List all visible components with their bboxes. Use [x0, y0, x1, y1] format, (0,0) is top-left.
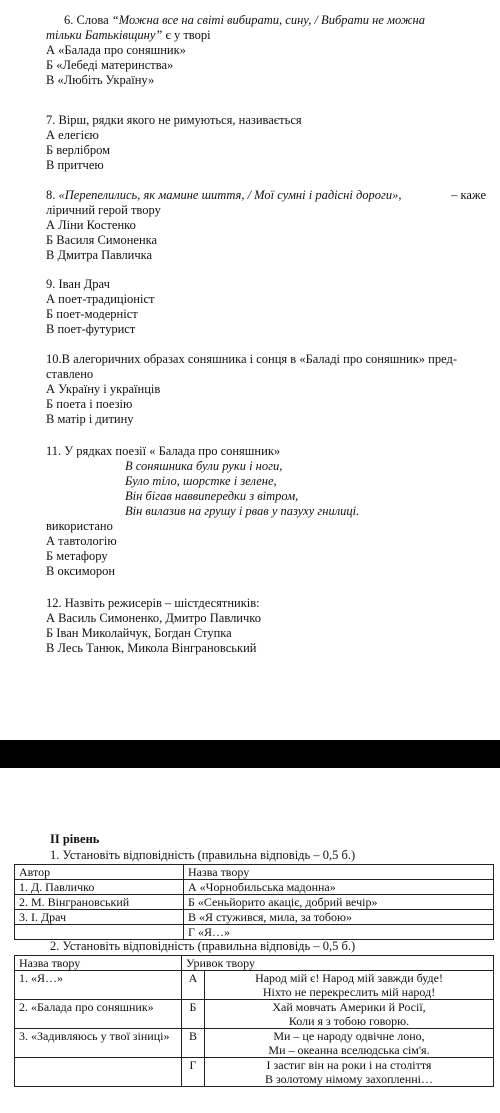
task-2-title: 2. Установіть відповідність (правильна відповідь – 0,5 б.): [50, 939, 356, 953]
question-8-option-c: В Дмитра Павличка: [46, 248, 153, 262]
question-8-quote: «Перепелились, як мамине шиття, / Мої сумні і радісні дороги»,: [58, 188, 402, 202]
table-cell: 2. «Балада про соняшник»: [15, 1000, 182, 1029]
question-11: [46, 444, 486, 579]
question-11-option-b: Б метафору: [46, 549, 108, 563]
question-6: [46, 13, 486, 88]
table-row: [15, 925, 494, 940]
question-6-stem-line2: [46, 28, 486, 43]
table-row: [15, 910, 494, 925]
question-8-tail: – каже: [451, 188, 486, 202]
table-row: [15, 1029, 494, 1058]
question-12-option-a: А Василь Симоненко, Дмитро Павличко: [46, 611, 261, 625]
question-12-stem: 12. Назвіть режисерів – шістдесятників:: [46, 596, 260, 610]
excerpt-line: Коли я з тобою говорю.: [288, 1014, 410, 1028]
question-9-option-a: А поет-традиціоніст: [46, 292, 155, 306]
question-7: [46, 113, 486, 173]
poem-line: Він вилазив на грушу і рвав у пазуху гнилиці.: [125, 504, 360, 518]
question-11-option-c: В оксиморон: [46, 564, 116, 578]
page-separator: [0, 740, 500, 768]
question-11-stem: 11. У рядках поезії « Балада про соняшник»: [46, 444, 281, 458]
poem-line: В соняшника були руки і ноги,: [125, 459, 283, 473]
question-10-option-c: В матір і дитину: [46, 412, 134, 426]
poem-line: Було тіло, шорстке і зелене,: [125, 474, 277, 488]
table-header-row: [15, 956, 494, 971]
table-cell: А «Чорнобильська мадонна»: [184, 880, 494, 895]
excerpt-cell: [205, 1058, 494, 1087]
table-cell: 2. М. Вінграновський: [15, 895, 184, 910]
letter-cell: Б: [182, 1000, 205, 1029]
letter-cell: Г: [182, 1058, 205, 1087]
question-8-option-a: А Ліни Костенко: [46, 218, 136, 232]
table-cell: Г «Я…»: [184, 925, 494, 940]
excerpt-line: В золотому німому захопленні…: [264, 1072, 434, 1086]
excerpt-cell: [205, 971, 494, 1000]
question-6-quote-line2: тільки Батьківщину”: [46, 28, 163, 42]
question-6-option-a: А «Балада про соняшник»: [46, 43, 186, 57]
table-row: [15, 880, 494, 895]
table-row: [15, 971, 494, 1000]
question-9: [46, 277, 486, 337]
task-1-title: 1. Установіть відповідність (правильна відповідь – 0,5 б.): [50, 848, 356, 862]
excerpt-line: Ми – океанна вселюдська сім'я.: [268, 1043, 430, 1057]
level-heading: ІІ рівень: [50, 832, 100, 846]
table-cell: [15, 1058, 182, 1087]
table-cell: 3. І. Драч: [15, 910, 184, 925]
letter-cell: В: [182, 1029, 205, 1058]
question-10-option-a: А Україну і українців: [46, 382, 161, 396]
header-cell: Уривок твору: [182, 956, 494, 971]
question-10-stem-line2: ставлено: [46, 367, 94, 381]
test-page-2: [0, 768, 500, 1113]
table-cell: В «Я стужився, мила, за тобою»: [184, 910, 494, 925]
excerpt-line: Ми – це народу одвічне лоно,: [273, 1029, 425, 1043]
excerpt-cell: [205, 1029, 494, 1058]
question-7-stem: 7. Вірш, рядки якого не римуються, називається: [46, 113, 302, 127]
table-header-row: [15, 865, 494, 880]
table-cell: [15, 925, 184, 940]
header-cell: Назва твору: [184, 865, 494, 880]
question-12-option-b: Б Іван Миколайчук, Богдан Ступка: [46, 626, 232, 640]
question-10-stem-line1: 10.В алегоричних образах соняшника і сонця в «Баладі про соняшник» пред-: [46, 352, 457, 366]
table-row: [15, 1000, 494, 1029]
question-8-number: 8.: [46, 188, 56, 202]
question-10-option-b: Б поета і поезію: [46, 397, 133, 411]
header-cell: Автор: [15, 865, 184, 880]
letter-cell: А: [182, 971, 205, 1000]
question-7-option-c: В притчею: [46, 158, 104, 172]
poem-line: Він бігав наввипередки з вітром,: [125, 489, 299, 503]
table-cell: 1. Д. Павличко: [15, 880, 184, 895]
question-8-option-b: Б Василя Симоненка: [46, 233, 158, 247]
question-6-lead: Слова: [76, 13, 109, 27]
table-cell: 1. «Я…»: [15, 971, 182, 1000]
excerpt-line: Хай мовчать Америки й Росії,: [272, 1000, 426, 1014]
table-cell: Б «Сеньйорито акаціє, добрий вечір»: [184, 895, 494, 910]
question-7-option-b: Б верлібром: [46, 143, 111, 157]
excerpt-line: І застиг він на роки і на століття: [266, 1058, 432, 1072]
question-6-stem: [46, 13, 486, 28]
question-10: [46, 352, 486, 427]
question-8-stem: [46, 188, 486, 203]
question-11-poem: [46, 459, 486, 519]
question-9-stem: 9. Іван Драч: [46, 277, 110, 291]
question-12-option-c: В Лесь Танюк, Микола Вінграновський: [46, 641, 257, 655]
excerpt-line: Ніхто не перекреслить мій народ!: [262, 985, 436, 999]
question-11-option-a: А тавтологію: [46, 534, 117, 548]
table-row: [15, 1058, 494, 1087]
matching-table-1: [14, 864, 494, 940]
question-9-option-c: В поет-футурист: [46, 322, 136, 336]
question-6-number: 6.: [64, 13, 74, 27]
question-8: [46, 188, 486, 263]
question-8-stem-line2: ліричний герой твору: [46, 203, 161, 217]
table-cell: 3. «Задивляюсь у твої зіниці»: [15, 1029, 182, 1058]
question-11-tail: використано: [46, 519, 113, 533]
question-6-quote-line1: “Можна все на світі вибирати, сину, / Вибрати не можна: [111, 13, 426, 27]
table-row: [15, 895, 494, 910]
question-9-option-b: Б поет-модерніст: [46, 307, 138, 321]
question-6-option-b: Б «Лебеді материнства»: [46, 58, 174, 72]
excerpt-cell: [205, 1000, 494, 1029]
question-6-tail: є у творі: [165, 28, 211, 42]
matching-table-2: [14, 955, 494, 1087]
question-6-option-c: В «Любіть Україну»: [46, 73, 155, 87]
excerpt-line: Народ мій є! Народ мій завжди буде!: [255, 971, 443, 985]
question-12: [46, 596, 486, 656]
question-7-option-a: А елегією: [46, 128, 99, 142]
header-cell: Назва твору: [15, 956, 182, 971]
